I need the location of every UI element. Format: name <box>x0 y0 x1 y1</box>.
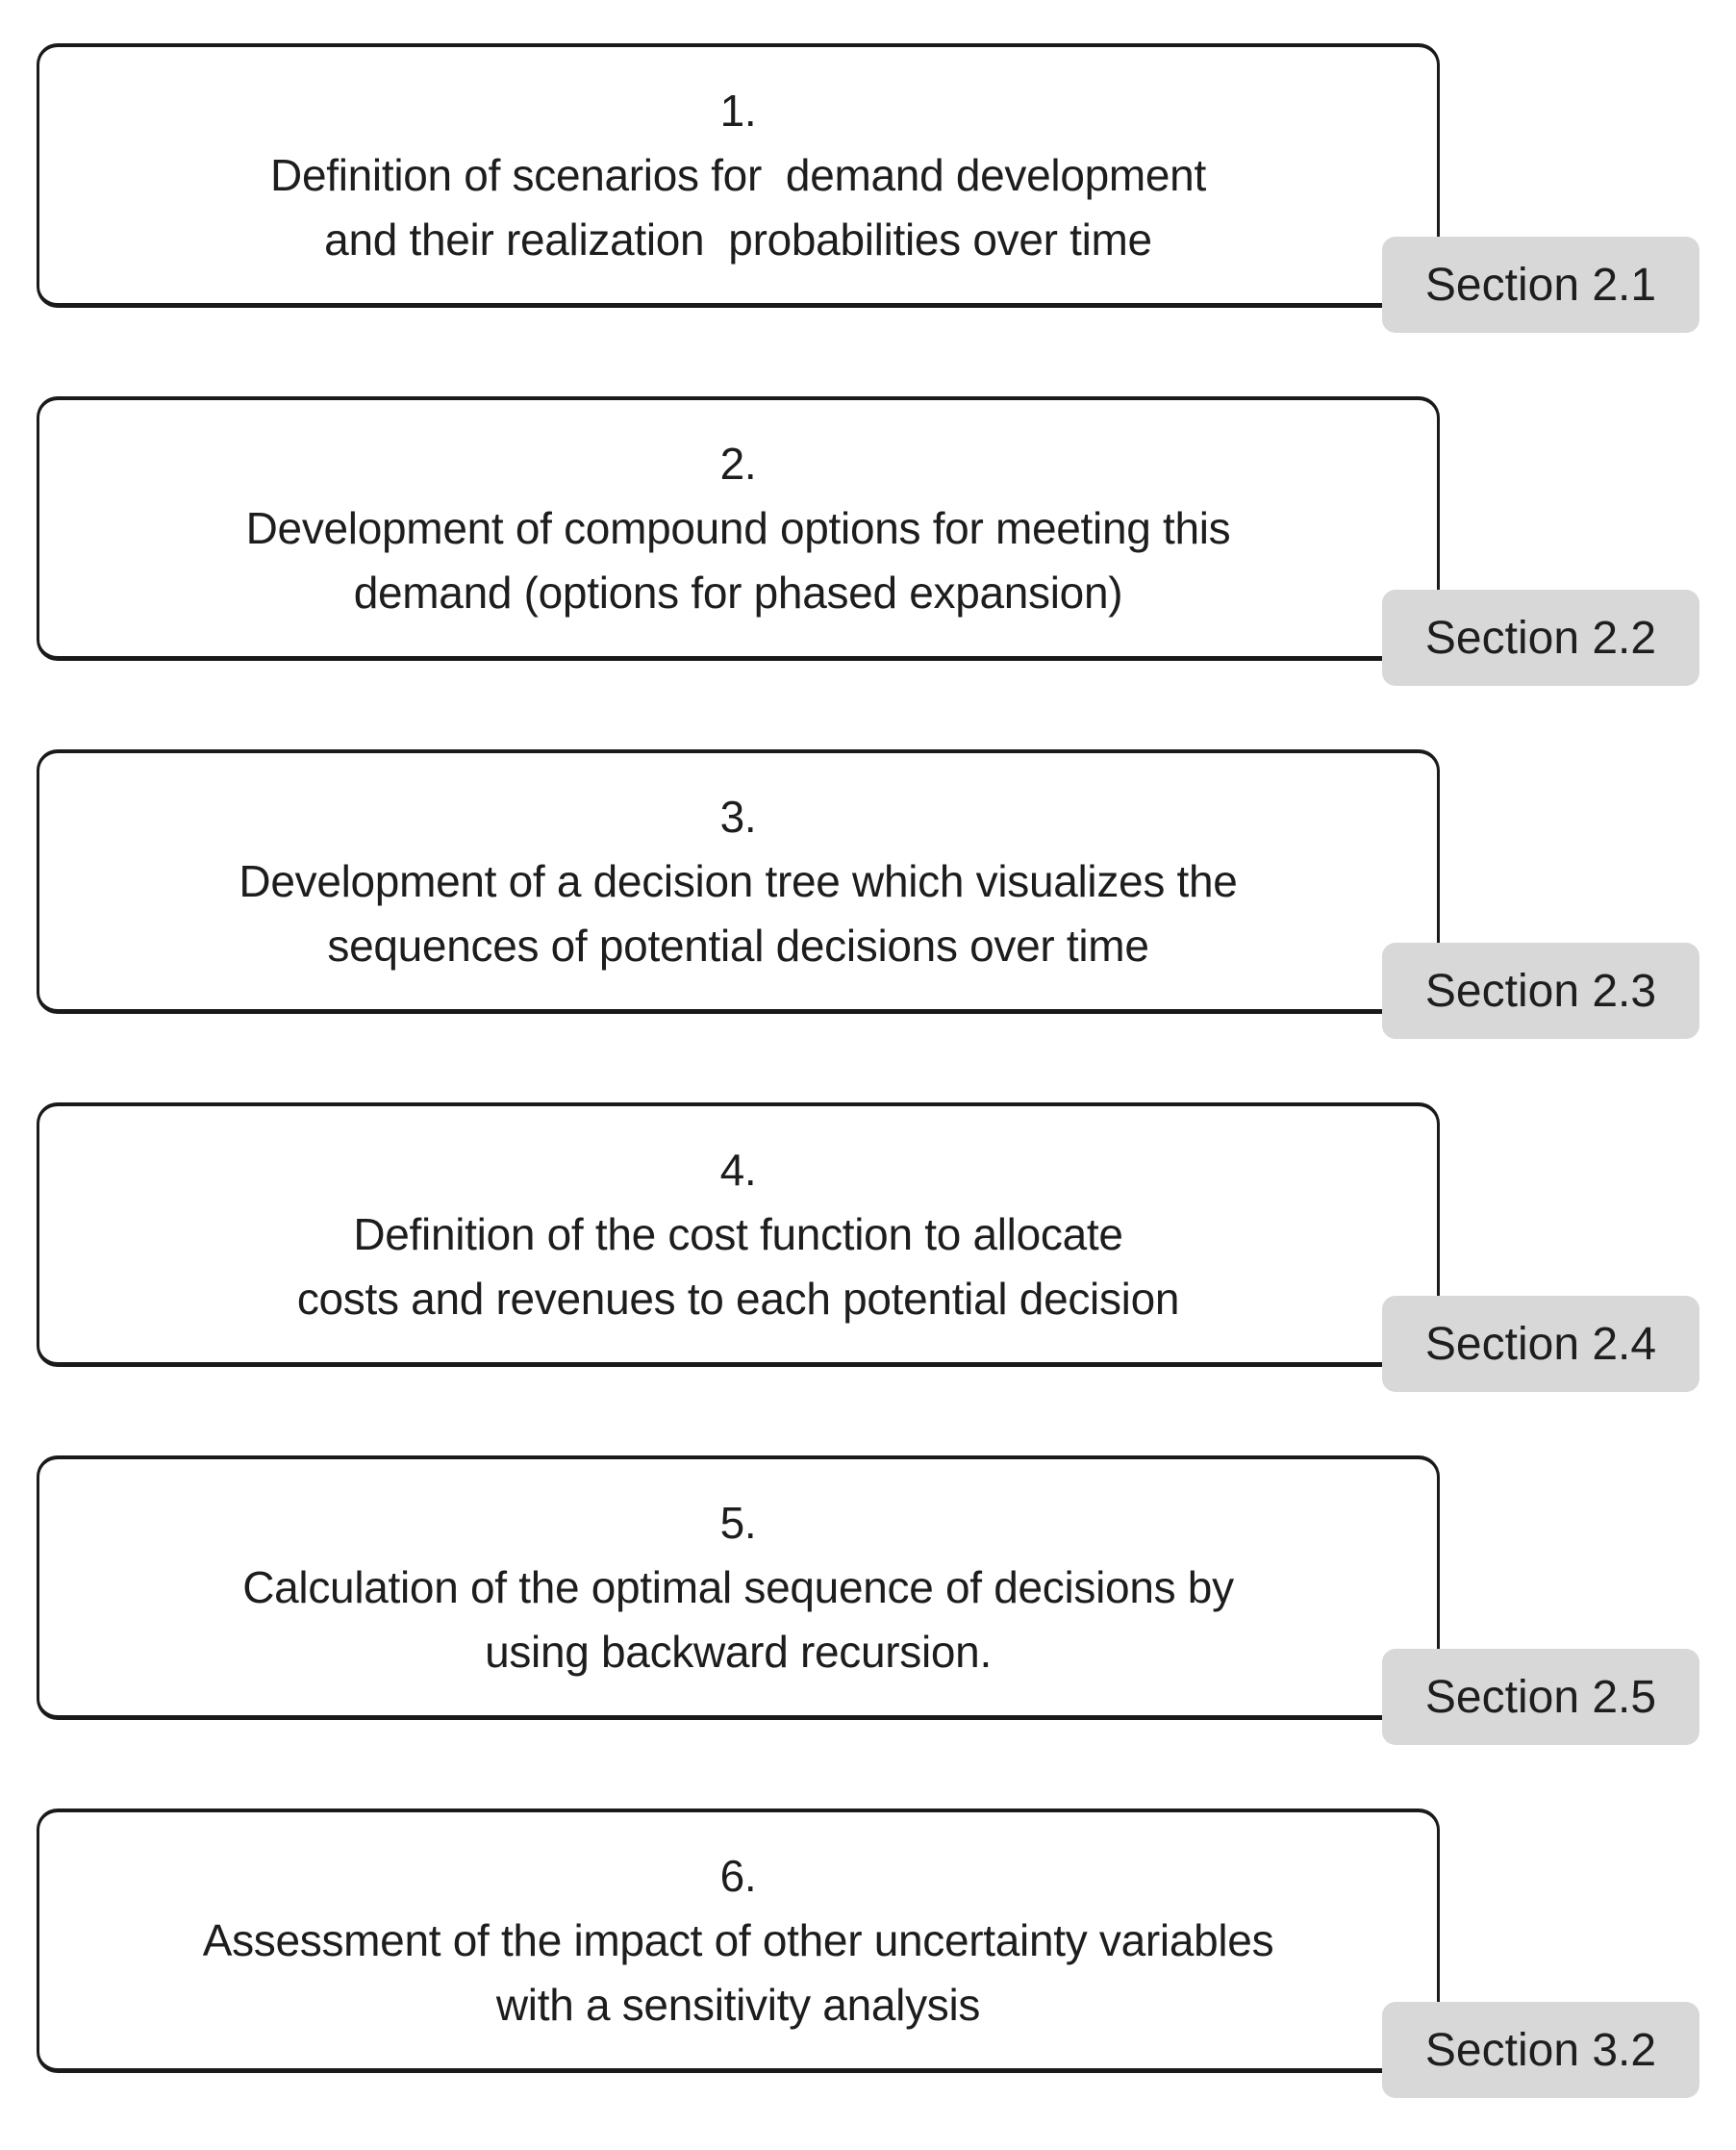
section-badge: Section 2.1 <box>1382 237 1699 333</box>
step-row <box>37 1102 1736 1370</box>
section-badge: Section 2.5 <box>1382 1649 1699 1745</box>
step-number: 3. <box>719 791 757 842</box>
step-row <box>37 1809 1736 2076</box>
step-description-line-2: demand (options for phased expansion) <box>353 567 1123 618</box>
step-description-line-2: sequences of potential decisions over time <box>327 920 1149 971</box>
step-row <box>37 396 1736 664</box>
step-description-line-2: costs and revenues to each potential decision <box>296 1273 1180 1324</box>
step-row <box>37 749 1736 1017</box>
step-description-line-2: and their realization probabilities over time <box>324 214 1152 265</box>
step-number: 1. <box>719 85 757 136</box>
step-description-line-1: Definition of the cost function to allocate <box>353 1208 1123 1259</box>
step-number: 2. <box>719 438 757 489</box>
step-box <box>37 43 1657 311</box>
step-description-line-1: Calculation of the optimal sequence of decisions by <box>242 1561 1234 1612</box>
section-badge: Section 2.2 <box>1382 590 1699 686</box>
step-number: 5. <box>719 1497 757 1548</box>
step-description-line-2: using backward recursion. <box>485 1626 992 1677</box>
step-box <box>37 1455 1657 1723</box>
step-box <box>37 396 1657 664</box>
step-row <box>37 43 1736 311</box>
step-description-line-1: Definition of scenarios for demand development <box>270 149 1206 200</box>
step-description-line-2: with a sensitivity analysis <box>495 1979 981 2030</box>
step-box <box>37 1102 1657 1370</box>
step-box <box>37 1809 1657 2076</box>
section-badge: Section 2.4 <box>1382 1296 1699 1392</box>
section-badge: Section 2.3 <box>1382 943 1699 1039</box>
step-description-line-1: Assessment of the impact of other uncertainty variables <box>202 1914 1274 1965</box>
step-description-line-1: Development of compound options for meeting this <box>245 502 1231 553</box>
step-number: 4. <box>719 1144 757 1195</box>
step-number: 6. <box>719 1850 757 1901</box>
section-badge: Section 3.2 <box>1382 2002 1699 2098</box>
step-box <box>37 749 1657 1017</box>
step-row <box>37 1455 1736 1723</box>
step-description-line-1: Development of a decision tree which visualizes the <box>239 855 1238 906</box>
